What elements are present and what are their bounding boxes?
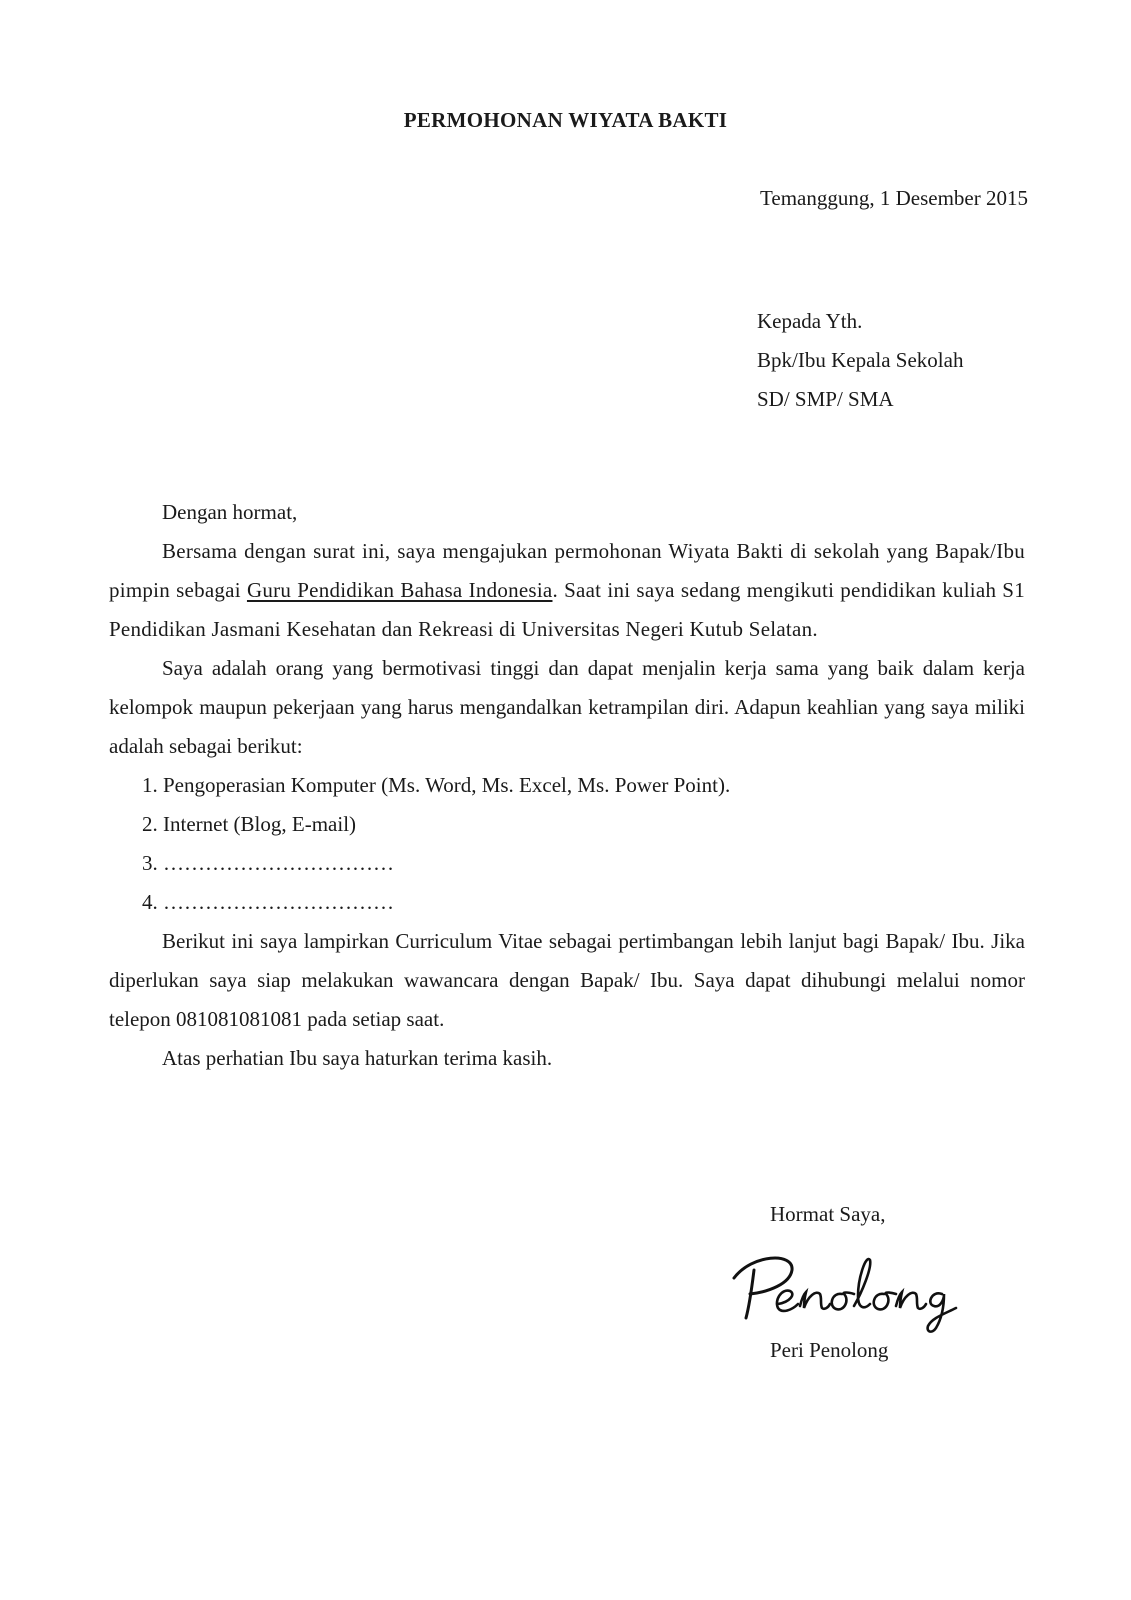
paragraph-2: Saya adalah orang yang bermotivasi tinggi dan dapat menjalin kerja sama yang baik dalam kerja kelompok maupun pekerjaan yang harus mengandalkan ketrampilan diri. Adapun keahlian yang saya miliki adalah sebagai berikut: xyxy=(109,656,1025,758)
recipient-line-2: Bpk/Ibu Kepala Sekolah xyxy=(757,348,964,372)
paragraph-3: Berikut ini saya lampirkan Curriculum Vitae sebagai pertimbangan lebih lanjut bagi Bapak/ Ibu. Jika diperlukan saya siap melakukan wawancara dengan Bapak/ Ibu. Saya dapat dihubungi melalui nomor telepon 081081081081 pada setiap saat. xyxy=(109,929,1025,1031)
skill-item-2: 2. Internet (Blog, E-mail) xyxy=(142,812,357,836)
paragraph-1-text-a: Bersama dengan surat ini, saya mengajukan permohonan Wiyata Bakti di sekolah yang Bapak/Ibu pimpin sebagai xyxy=(109,539,1025,602)
greeting: Dengan hormat, xyxy=(162,500,298,524)
recipient-line-1: Kepada Yth. xyxy=(757,309,863,333)
paragraph-4: Atas perhatian Ibu saya haturkan terima kasih. xyxy=(162,1046,553,1070)
skill-item-4: 4. …………………………… xyxy=(142,890,394,914)
skill-item-1: 1. Pengoperasian Komputer (Ms. Word, Ms. Excel, Ms. Power Point). xyxy=(142,773,731,797)
paragraph-1 xyxy=(109,532,1025,649)
letter-date: Temanggung, 1 Desember 2015 xyxy=(760,186,1028,210)
letter-body xyxy=(109,493,1025,1078)
letter-title: PERMOHONAN WIYATA BAKTI xyxy=(403,108,728,132)
skill-item-3: 3. …………………………… xyxy=(142,851,394,875)
recipient-block xyxy=(757,302,963,419)
recipient-line-3: SD/ SMP/ SMA xyxy=(757,387,894,411)
position-underlined: Guru Pendidikan Bahasa Indonesia xyxy=(246,578,553,602)
signer-name: Peri Penolong xyxy=(770,1338,889,1362)
handwritten-signature xyxy=(732,1248,962,1338)
closing-salutation: Hormat Saya, xyxy=(770,1202,886,1226)
paragraph-1-text-b: . Saat ini saya sedang mengikuti pendidikan kuliah S1 Pendidikan Jasmani Kesehatan dan Rekreasi di Universitas Negeri Kutub Selatan. xyxy=(109,578,1025,641)
